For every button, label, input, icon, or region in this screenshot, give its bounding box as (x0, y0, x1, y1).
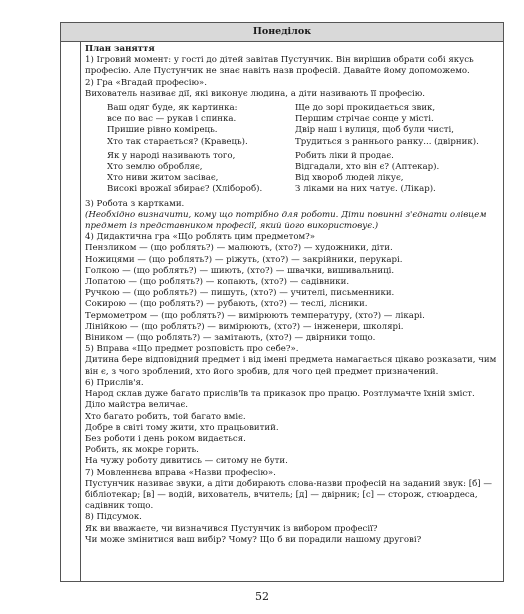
game-line: Голкою — (що роблять?) — шиють, (хто?) — швачки, вишивальниці. (85, 265, 395, 276)
left-column (61, 42, 81, 581)
riddle-line: Відгадали, хто він є? (Аптекар). (295, 162, 440, 173)
riddle-line: Ще до зорі прокидається звик, (295, 103, 436, 114)
text-line: Вихователь називає дії, які виконує людина, а діти називають її професію. (85, 88, 425, 99)
riddle-line: Робить ліки й продає. (295, 150, 394, 161)
text-line: 2) Гра «Вгадай професію». (85, 77, 207, 88)
task-7-text: Пустунчик називає звуки, а діти добирають слова-назви професій на заданий звук: [б] — бібліотекар; [в] — водій, вихователь, вчитель; [д] — двірник; [с] — сторож, стюардеса, садівник тощо. (85, 478, 492, 512)
game-line: Ножицями — (що роблять?) — ріжуть, (хто?) — закрійники, перукарі. (85, 254, 403, 265)
task-5-text: Дитина бере відповідний предмет і від імені предмета намагається цікаво розказати, чим він є, з чого зроблений, хто його зробив, для чого цей предмет призначений. (85, 355, 497, 377)
proverb: Робить, як мокре горить. (85, 445, 199, 456)
riddle-line: Високі врожаї збирає? (Хлібороб). (107, 184, 263, 195)
game-line: Лінійкою — (що роблять?) — вимірюють, (хто?) — інженери, школярі. (85, 321, 404, 332)
game-line: Ручкою — (що роблять?) — пишуть, (хто?) — учителі, письменники. (85, 288, 395, 299)
task-8-heading: 8) Підсумок. (85, 512, 142, 523)
lesson-content (85, 44, 499, 579)
proverb: На чужу роботу дивитись — ситому не бути. (85, 456, 288, 467)
plan-title: План заняття (85, 44, 155, 54)
summary-line: Як ви вважаєте, чи визначився Пустунчик із вибором професії? (85, 523, 378, 534)
riddle-line: Від хвороб людей лікує, (295, 173, 404, 184)
riddle-line: Трудиться з раннього ранку... (двірник). (295, 136, 479, 147)
task-4-heading: 4) Дидактична гра «Що роблять цим предметом?» (85, 232, 316, 243)
proverb: Добре в світі тому жити, хто працьовитий. (85, 422, 279, 433)
riddles-block-2 (107, 151, 499, 196)
task-3-note: (Необхідно визначити, кому що потрібно для роботи. Діти повинні з'єднати олівцем предмет із представником професії, який його використовує.) (85, 209, 487, 232)
riddle-line: Пришие рівно комірець. (107, 125, 218, 136)
task-7-heading: 7) Мовленнєва вправа «Назви професію». (85, 467, 276, 478)
task-6-heading: 6) Прислів'я. (85, 377, 144, 388)
riddles-block-1 (107, 103, 499, 148)
riddle-line: Першим стрічає сонце у місті. (295, 114, 434, 125)
text-line: 1) Ігровий момент: у гості до дітей завітав Пустунчик. Він вирішив обрати собі якусь (85, 55, 474, 66)
game-line: Сокирою — (що роблять?) — рубають, (хто?) — теслі, лісники. (85, 299, 368, 310)
game-line: Віником — (що роблять?) — замітають, (хто?) — двірники тощо. (85, 333, 376, 344)
riddle-line: Двір наш і вулиця, щоб були чисті, (295, 125, 455, 136)
riddle-line: З ліками на них чатує. (Лікар). (295, 184, 436, 195)
game-line: Лопатою — (що роблять?) — копають, (хто?) — садівники. (85, 277, 350, 288)
riddle-line: Як у народі називають того, (107, 150, 236, 161)
lesson-table (60, 22, 504, 582)
summary-line: Чи може змінитися ваш вибір? Чому? Що б ви порадили нашому другові? (85, 534, 422, 545)
task-5-heading: 5) Вправа «Що предмет розповість про себе?». (85, 344, 299, 355)
proverb: Без роботи і день роком видається. (85, 433, 246, 444)
day-header: Понеділок (61, 23, 503, 42)
page-number: 52 (255, 590, 269, 603)
riddle-line: Хто ниви житом засіває, (107, 173, 219, 184)
riddle-line: Ваш одяг буде, як картинка: (107, 103, 238, 114)
game-line: Пензликом — (що роблять?) — малюють, (хто?) — художники, діти. (85, 243, 393, 254)
proverb: Хто багато робить, той багато вміє. (85, 411, 246, 422)
proverb: Діло майстра величає. (85, 400, 189, 411)
text-line: професію. Але Пустунчик не знає навіть назв професій. Давайте йому допоможемо. (85, 66, 470, 77)
riddle-line: Хто так старається? (Кравець). (107, 136, 248, 147)
riddle-line: все по вас — рукав і спинка. (107, 114, 237, 125)
game-line: Термометром — (що роблять?) — вимірюють температуру, (хто?) — лікарі. (85, 310, 425, 321)
task-3-heading: 3) Робота з картками. (85, 198, 185, 209)
task-6-text: Народ склав дуже багато прислів'їв та приказок про працю. Розтлумачте їхній зміст. (85, 389, 475, 400)
riddle-line: Хто землю обробляє, (107, 162, 203, 173)
